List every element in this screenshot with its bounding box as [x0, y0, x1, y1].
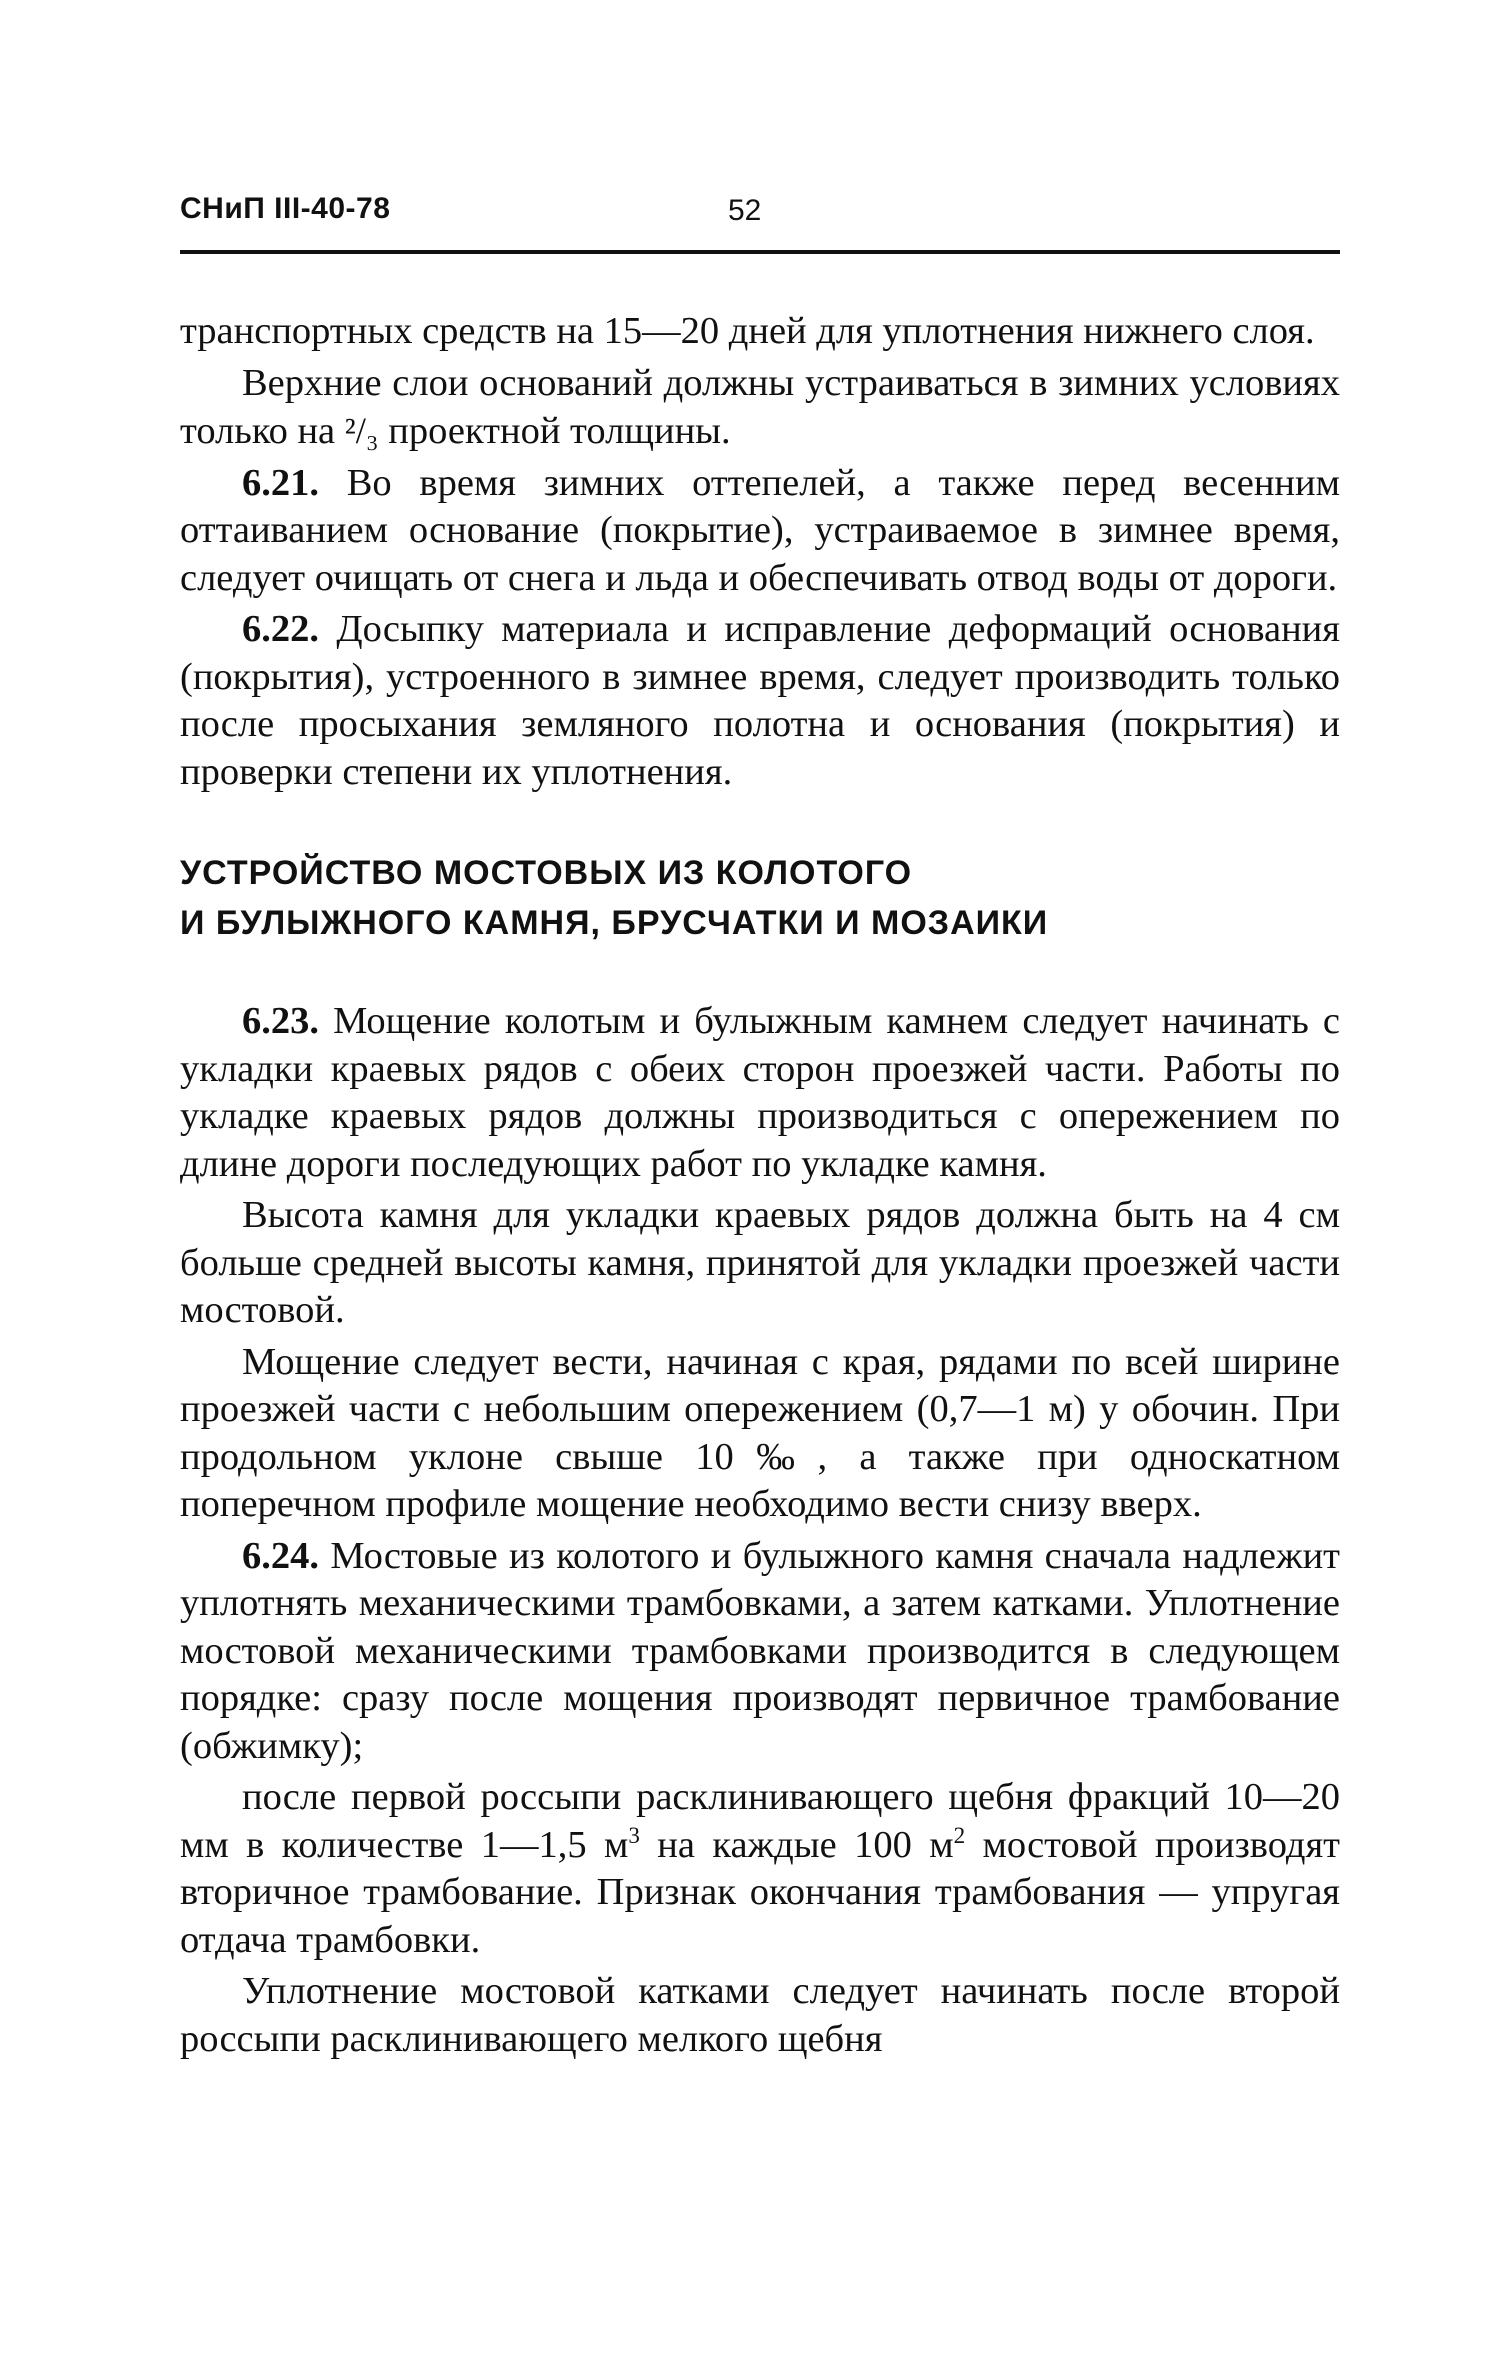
clause-6-21 — [180, 460, 1340, 603]
page-header — [180, 192, 1340, 254]
clause-6-24 — [180, 1533, 1340, 1771]
clause-number: 6.21. — [242, 461, 319, 504]
clause-number: 6.23. — [242, 1000, 319, 1042]
clause-6-22 — [180, 606, 1340, 796]
section-heading-line: И БУЛЫЖНОГО КАМНЯ, БРУСЧАТКИ И МОЗАИКИ — [180, 904, 1049, 942]
paragraph-upper-layers — [180, 360, 1340, 456]
paragraph-text: Верхние слои оснований должны устраиваться в зимних условиях только на — [180, 361, 1340, 452]
clause-text: Мостовые из колотого и булыжного камня сначала надлежит уплотнять механическими трамбовками, а затем катками. Уплотнение мостовой механическими трамбовками производится в следующем порядке: сразу после мощения производят первичное трамбование (обжимку); — [180, 1534, 1340, 1767]
paragraph-text: на каждые 100 м — [639, 1823, 954, 1866]
paragraph-text: транспортных средств на 15—20 дней для уплотнения нижнего слоя. — [180, 310, 1315, 352]
clause-6-23 — [180, 998, 1340, 1188]
superscript-square: 2 — [953, 1821, 966, 1848]
paragraph-stone-height — [180, 1192, 1340, 1335]
clause-text: Досыпку материала и исправление деформаций основания (покрытия), устроенного в зимнее время, следует производить только после просыхания земляного полотна и основания (покрытия) и проверки степени их уплотнения. — [180, 608, 1340, 793]
body-text — [180, 308, 1340, 2063]
paragraph-text: Мощение следует вести, начиная с края, рядами по всей ширине проезжей части с небольшим опережением (0,7—1 м) у обочин. При продольном уклоне свыше 10‰, а также при односкатном поперечном профиле мощение необходимо вести снизу вверх. — [180, 1340, 1340, 1525]
header-divider — [180, 250, 1340, 254]
paragraph-paving-order — [180, 1339, 1340, 1529]
paragraph-text: мостовой производят вторичное трамбование. Признак окончания трамбования — упругая отдача трамбовки. — [180, 1823, 1340, 1961]
paragraph-roller-compaction — [180, 1968, 1340, 2063]
paragraph-secondary-tamping — [180, 1774, 1340, 1964]
clause-number: 6.22. — [242, 608, 319, 650]
clause-number: 6.24. — [242, 1534, 319, 1577]
superscript-cubic: 3 — [628, 1821, 640, 1848]
fraction-two-thirds: ²/₃ — [344, 410, 379, 451]
document-code: СНиП III-40-78 — [180, 192, 391, 225]
page-number: 52 — [728, 194, 762, 227]
document-page — [180, 192, 1340, 2063]
paragraph-continuation — [180, 308, 1340, 356]
paragraph-text: Уплотнение мостовой катками следует начинать после второй россыпи расклинивающего мелкого щебня — [180, 1970, 1340, 2060]
clause-text: Мощение колотым и булыжным камнем следует начинать с укладки краевых рядов с обеих сторон проезжей части. Работы по укладке краевых рядов должны производиться с опережением по длине дороги последующих работ по укладке камня. — [180, 1000, 1340, 1185]
paragraph-text: Высота камня для укладки краевых рядов должна быть на 4 см больше средней высоты камня, принятой для укладки проезжей части мостовой. — [180, 1194, 1340, 1331]
section-heading-line: УСТРОЙСТВО МОСТОВЫХ ИЗ КОЛОТОГО — [180, 854, 913, 892]
paragraph-text: после первой россыпи расклинивающего щебня фракций 10—20 мм в количестве 1—1,5 м — [180, 1776, 1340, 1866]
clause-text: Во время зимних оттепелей, а также перед весенним оттаиванием основание (покрытие), устраиваемое в зимнее время, следует очищать от снега и льда и обеспечивать отвод воды от дороги. — [180, 461, 1340, 599]
section-heading — [180, 848, 1340, 948]
paragraph-text: проектной толщины. — [378, 410, 731, 452]
